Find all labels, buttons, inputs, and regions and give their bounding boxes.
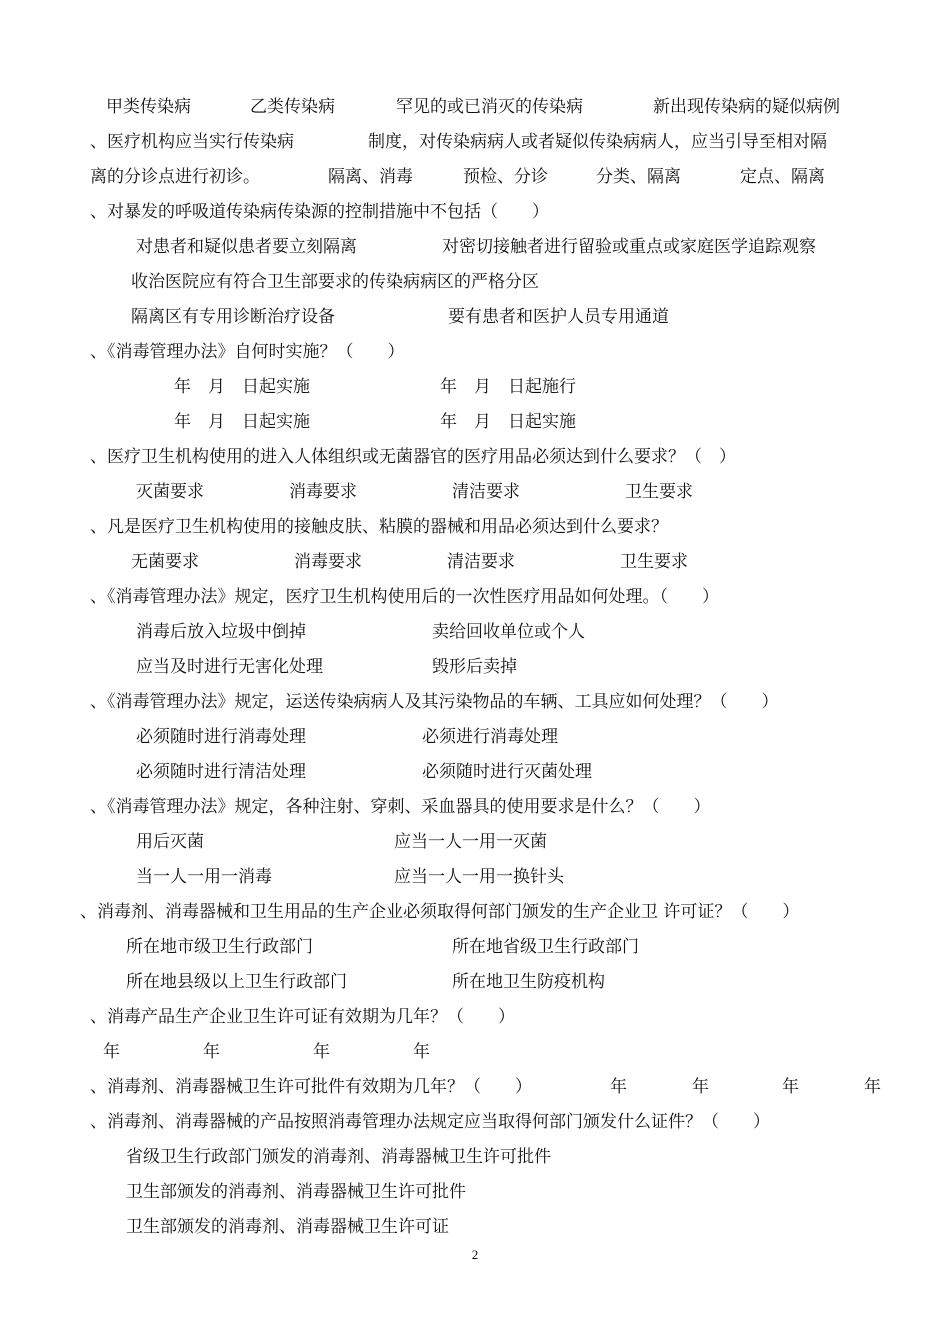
option-d: 隔离区有专用诊断治疗设备 [131, 307, 335, 327]
question-text: 、《消毒管理办法》规定，医疗卫生机构使用后的一次性医疗用品如何处理。（ ） [90, 587, 719, 607]
question-text: 、消毒剂、消毒器械的产品按照消毒管理办法规定应当取得何部门颁发什么证件？（ ） [90, 1112, 770, 1132]
question-text: 、消毒产品生产企业卫生许可证有效期为几年？（ ） [90, 1007, 515, 1027]
option-c: 清洁要求 [452, 482, 520, 502]
option-a: 年 [103, 1042, 120, 1062]
question-text: 、消毒剂、消毒器械卫生许可批件有效期为几年？（ ） [90, 1077, 532, 1097]
option-d: 卫生要求 [625, 482, 693, 502]
option-c: 当一人一用一消毒 [136, 867, 272, 887]
option-b: 年 月 日起施行 [440, 377, 576, 397]
option-a: 甲类传染病 [106, 97, 191, 117]
option-d: 应当一人一用一换针头 [394, 867, 564, 887]
question-text: 、消毒剂、消毒器械和卫生用品的生产企业必须取得何部门颁发的生产企业卫 许可证？（ ） [80, 902, 800, 922]
option-c: 卫生部颁发的消毒剂、消毒器械卫生许可证 [126, 1217, 449, 1237]
option-b: 消毒要求 [289, 482, 357, 502]
option-a: 消毒后放入垃圾中倒掉 [136, 622, 306, 642]
option-d: 年 月 日起实施 [440, 412, 576, 432]
option-a: 无菌要求 [131, 552, 199, 572]
option-d: 毁形后卖掉 [432, 657, 517, 677]
option-c: 应当及时进行无害化处理 [136, 657, 323, 677]
question-text-cont: 制度，对传染病病人或者疑似传染病病人，应当引导至相对隔 [368, 132, 827, 152]
option-c: 清洁要求 [447, 552, 515, 572]
option-d: 所在地卫生防疫机构 [452, 972, 605, 992]
option-b: 预检、分诊 [463, 167, 548, 187]
option-b: 卖给回收单位或个人 [432, 622, 585, 642]
option-a: 所在地市级卫生行政部门 [126, 937, 313, 957]
question-text: 、对暴发的呼吸道传染病传染源的控制措施中不包括（ ） [90, 202, 549, 222]
option-b: 年 [203, 1042, 220, 1062]
option-c: 年 [313, 1042, 330, 1062]
option-b: 应当一人一用一灭菌 [394, 832, 547, 852]
option-d: 必须随时进行灭菌处理 [422, 762, 592, 782]
option-b: 对密切接触者进行留验或重点或家庭医学追踪观察 [442, 237, 816, 257]
option-d: 定点、隔离 [740, 167, 825, 187]
question-text: 、医疗机构应当实行传染病 [90, 132, 294, 152]
option-b: 必须进行消毒处理 [422, 727, 558, 747]
option-b: 年 [692, 1077, 709, 1097]
option-a: 对患者和疑似患者要立刻隔离 [136, 237, 357, 257]
option-c: 罕见的或已消灭的传染病 [396, 97, 583, 117]
question-text-end: 离的分诊点进行初诊。 [90, 167, 260, 187]
option-b: 消毒要求 [294, 552, 362, 572]
option-a: 省级卫生行政部门颁发的消毒剂、消毒器械卫生许可批件 [126, 1147, 551, 1167]
option-c: 必须随时进行清洁处理 [136, 762, 306, 782]
option-c: 分类、隔离 [596, 167, 681, 187]
option-c: 所在地县级以上卫生行政部门 [126, 972, 347, 992]
option-d: 新出现传染病的疑似病例 [653, 97, 840, 117]
option-e: 要有患者和医护人员专用通道 [448, 307, 669, 327]
option-a: 年 月 日起实施 [174, 377, 310, 397]
question-text: 、《消毒管理办法》规定，各种注射、穿刺、采血器具的使用要求是什么？（ ） [90, 797, 711, 817]
question-text: 、《消毒管理办法》自何时实施？（ ） [90, 342, 405, 362]
option-a: 年 [610, 1077, 627, 1097]
option-a: 用后灭菌 [136, 832, 204, 852]
option-d: 年 [413, 1042, 430, 1062]
question-text: 、凡是医疗卫生机构使用的接触皮肤、粘膜的器械和用品必须达到什么要求？ [90, 517, 668, 537]
option-a: 灭菌要求 [136, 482, 204, 502]
question-text: 、《消毒管理办法》规定，运送传染病病人及其污染物品的车辆、工具应如何处理？（ ） [90, 692, 779, 712]
option-c: 收治医院应有符合卫生部要求的传染病病区的严格分区 [131, 272, 539, 292]
question-text: 、医疗卫生机构使用的进入人体组织或无菌器官的医疗用品必须达到什么要求？（ ） [90, 447, 736, 467]
option-a: 隔离、消毒 [328, 167, 413, 187]
option-c: 年 月 日起实施 [174, 412, 310, 432]
option-b: 所在地省级卫生行政部门 [452, 937, 639, 957]
option-c: 年 [782, 1077, 799, 1097]
option-a: 必须随时进行消毒处理 [136, 727, 306, 747]
page-number: 2 [471, 1247, 479, 1262]
option-b: 乙类传染病 [250, 97, 335, 117]
option-d: 年 [864, 1077, 881, 1097]
option-d: 卫生要求 [620, 552, 688, 572]
option-b: 卫生部颁发的消毒剂、消毒器械卫生许可批件 [126, 1182, 466, 1202]
